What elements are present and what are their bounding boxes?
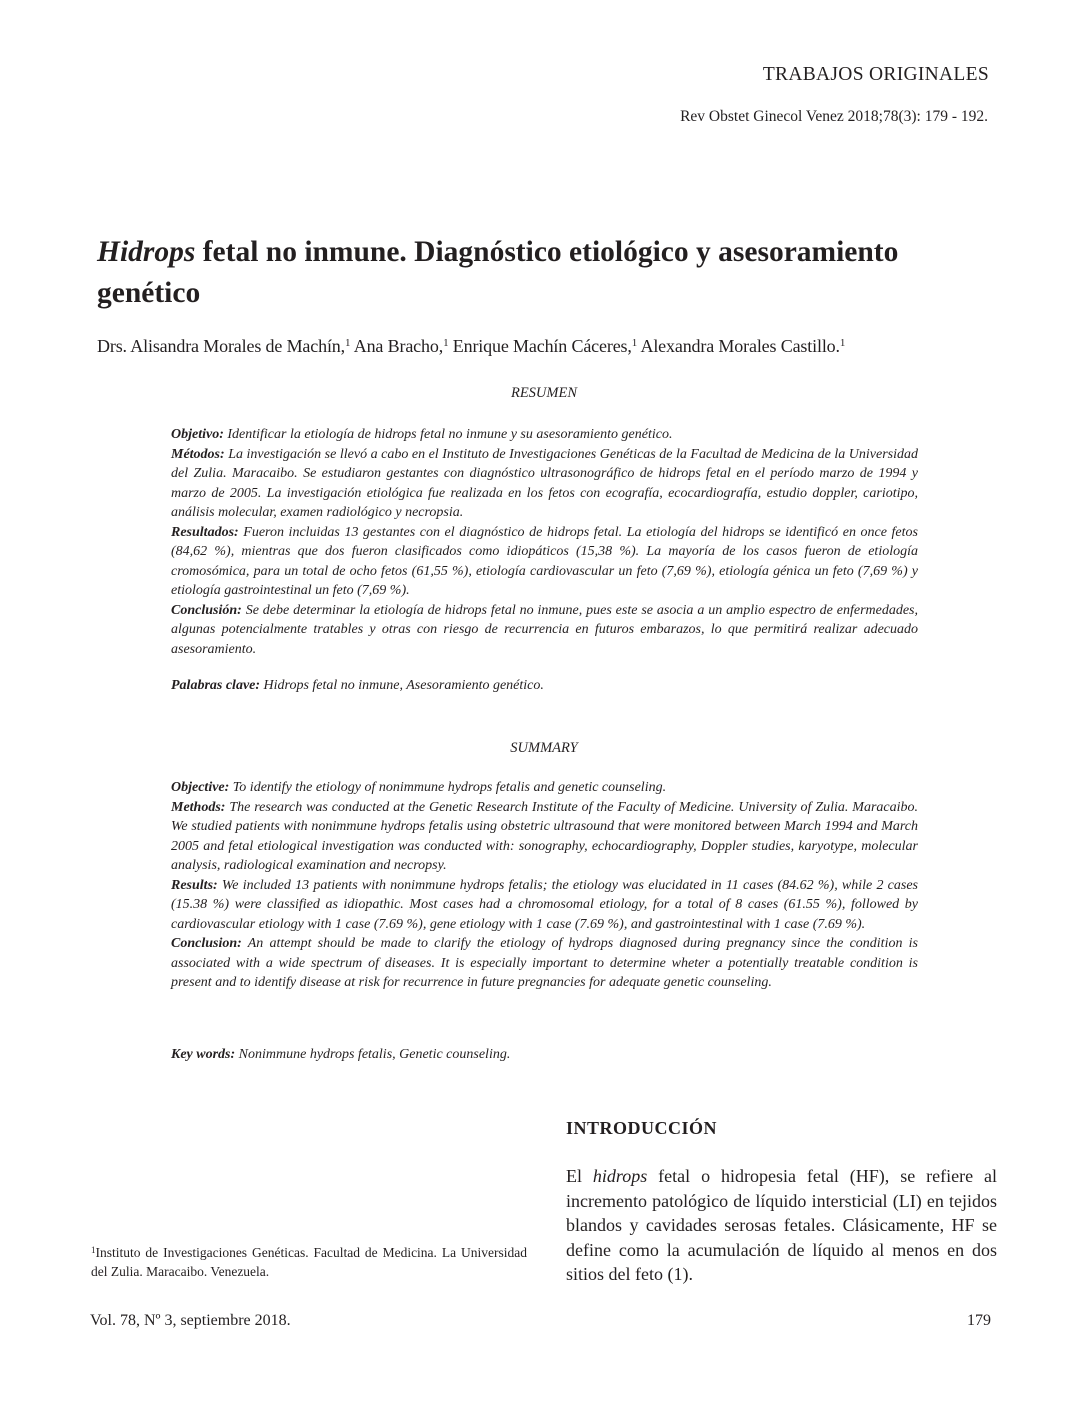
article-title	[97, 232, 997, 314]
page-number: 179	[967, 1312, 991, 1329]
keywords-label: Key words:	[171, 1047, 236, 1062]
objetivo-label: Objetivo:	[171, 427, 224, 442]
metodos-label: Métodos:	[171, 446, 225, 462]
metodos-text: La investigación se llevó a cabo en el Instituto de Investigaciones Genéticas de la Facultad de Medicina de la Universidad del Zulia. Maracaibo. Se estudiaron gestantes con diagnóstico ultrasonográfico de hidrops fetal en el período marzo de 1994 y marzo de 2005. La investigación etiológica fue realizada en los fetos con ecografía, ecocardiografía, estudio doppler, cariotipo, análisis molecular, examen radiológico y necropsia.	[171, 446, 918, 520]
methods-label: Methods:	[171, 799, 226, 815]
summary-heading: SUMMARY	[510, 740, 578, 756]
resultados-text: Fueron incluidas 13 gestantes con el diagnóstico de hidrops fetal. La etiología del hidrops se identificó en once fetos (84,62 %), mientras que dos fueron clasificados como idiopáticos (15,38 %). La mayoría de los casos fueron de etiología cromosómica, para un total de ocho fetos (61,55 %), etiología cardiovascular un feto (7,69 %), etiología génica un feto (7,69 %) y etiología gastrointestinal un feto (7,69 %).	[171, 524, 918, 598]
affiliation-marker: 1	[631, 337, 638, 349]
journal-citation: Rev Obstet Ginecol Venez 2018;78(3): 179 - 192.	[680, 108, 988, 125]
affiliation-marker: 1	[443, 337, 449, 349]
summary-objective	[171, 778, 918, 798]
affiliation-marker: 1	[345, 337, 351, 349]
summary-results	[171, 876, 918, 935]
conclusion-text: An attempt should be made to clarify the etiology of hydrops diagnosed during pregnancy since the condition is associated with a wide spectrum of diseases. It is especially important to determine wheter a potentially treatable condition is present and to identify disease at risk for recurrence in future pregnancies for adequate genetic counseling.	[171, 936, 918, 990]
resumen-resultados	[171, 523, 918, 601]
keywords-text: Hidrops fetal no inmune, Asesoramiento genético.	[260, 678, 544, 693]
intro-text-start: El	[566, 1166, 593, 1186]
summary-methods	[171, 798, 918, 876]
intro-italic-term: hidrops	[592, 1166, 648, 1186]
methods-text: The research was conducted at the Genetic Research Institute of the Faculty of Medicine. University of Zulia. Maracaibo. We studied patients with nonimmune hydrops fetalis using obstetric ultrasound that were monitored between March 1994 and March 2005 and fetal etiological investigation was conducted with: sonography, echocardiography, Doppler studies, karyotype, molecular analysis, radiological examination and necropsy.	[171, 799, 918, 873]
keywords-label: Palabras clave:	[171, 678, 261, 693]
resumen-metodos	[171, 445, 918, 523]
conclusion-text: Se debe determinar la etiología de hidrops fetal no inmune, pues este se asocia a un amplio espectro de enfermedades, algunas potencialmente tratables y otras con riesgo de recurrencia en futuros embarazos, lo que permitirá realizar adecuado asesoramiento.	[171, 602, 918, 657]
author-name: Alisandra Morales de Machín,	[130, 336, 346, 356]
keywords-text: Nonimmune hydrops fetalis, Genetic counseling.	[235, 1047, 511, 1062]
author-name: Enrique Machín Cáceres,	[448, 336, 632, 356]
affiliation-footnote	[91, 1243, 527, 1281]
objective-text: To identify the etiology of nonimmune hydrops fetalis and genetic counseling.	[229, 780, 667, 795]
resumen-conclusion	[171, 601, 918, 660]
summary-keywords	[171, 1045, 918, 1065]
intro-text-rest: fetal o hidropesia fetal (HF), se refiere al incremento patológico de líquido intersticial (LI) en tejidos blandos y cavidades serosas fetales. Clásicamente, HF se define como la acumulación de líquido al menos en dos sitios del feto (1).	[566, 1166, 997, 1284]
conclusion-label: Conclusion:	[171, 936, 242, 951]
footnote-marker: 1	[91, 1245, 96, 1255]
introduction-paragraph	[566, 1164, 997, 1287]
affiliation-marker: 1	[839, 337, 846, 349]
results-label: Results:	[171, 877, 218, 893]
footnote-text: Instituto de Investigaciones Genéticas. Facultad de Medicina. La Universidad del Zulia. Maracaibo. Venezuela.	[91, 1245, 527, 1279]
author-name: Alexandra Morales Castillo.	[637, 336, 840, 356]
resultados-label: Resultados:	[171, 524, 239, 540]
authors-prefix: Drs.	[97, 336, 131, 356]
summary-conclusion	[171, 934, 918, 993]
author-list	[97, 336, 845, 357]
title-text: fetal no inmune. Diagnóstico etiológico y asesoramiento genético	[97, 236, 899, 309]
resumen-heading: RESUMEN	[510, 385, 578, 401]
results-text: We included 13 patients with nonimmune hydrops fetalis; the etiology was elucidated in 11 cases (84.62 %), while 2 cases (15.38 %) were classified as idiopathic. Most cases had a chromosomal etiology, for a total of 8 cases (61.55 %), followed by cardiovascular etiology with 1 case (7.69 %), gene etiology with 1 case (7.69 %), and gastrointestinal with 1 case (7.69 %).	[171, 877, 918, 932]
introduction-heading: INTRODUCCIÓN	[566, 1118, 718, 1138]
resumen-abstract	[171, 425, 918, 659]
summary-abstract	[171, 778, 918, 993]
objetivo-text: Identificar la etiología de hidrops fetal no inmune y su asesoramiento genético.	[223, 427, 673, 442]
objective-label: Objective:	[171, 780, 230, 795]
conclusion-label: Conclusión:	[171, 602, 242, 618]
resumen-objetivo	[171, 425, 918, 445]
author-name: Ana Bracho,	[350, 336, 444, 356]
footer-volume: Vol. 78, Nº 3, septiembre 2018.	[90, 1312, 291, 1329]
title-italic-word: Hidrops	[97, 236, 196, 268]
section-label: TRABAJOS ORIGINALES	[762, 64, 989, 85]
resumen-keywords	[171, 676, 918, 696]
